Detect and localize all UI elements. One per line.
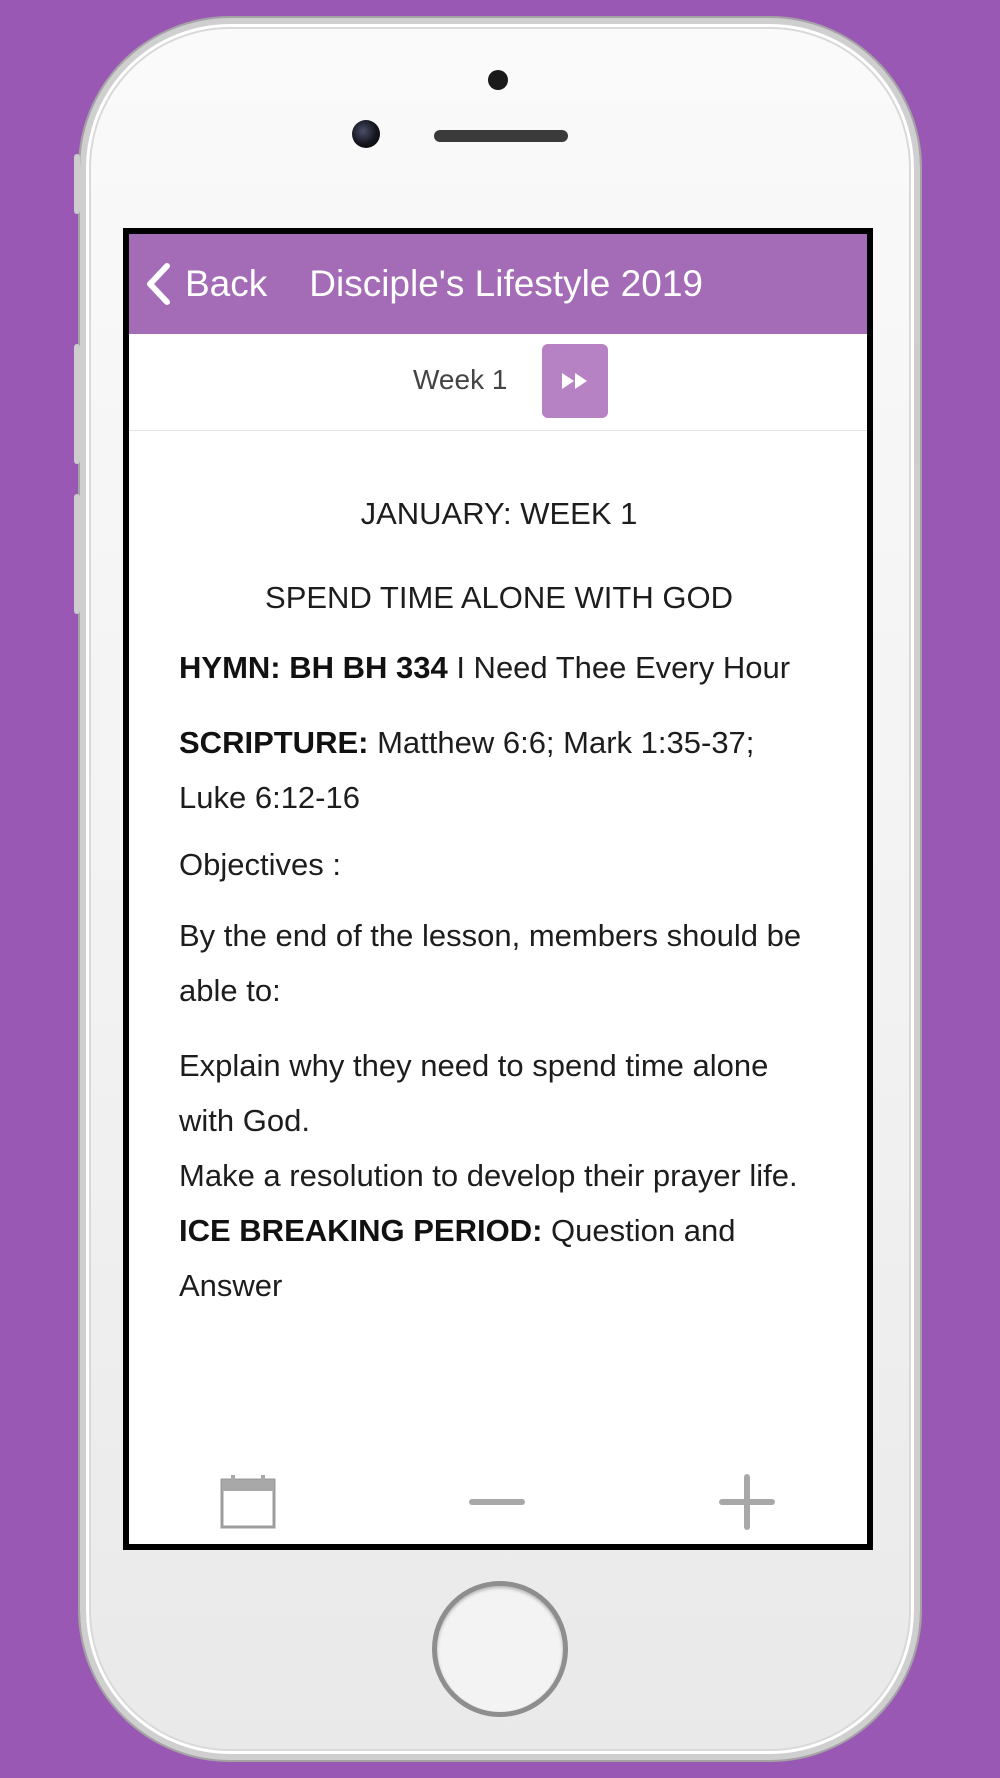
bottom-toolbar (129, 1464, 867, 1550)
ice-breaking-paragraph (179, 1203, 829, 1313)
zoom-out-button[interactable] (469, 1494, 525, 1515)
earpiece-speaker (434, 130, 568, 142)
volume-down-button (74, 494, 80, 614)
lesson-content (179, 430, 829, 1313)
back-button[interactable] (129, 234, 267, 334)
chevron-left-icon (143, 262, 173, 306)
scripture-text: Matthew 6:6; Mark 1:35-37; Luke 6:12-16 (179, 725, 755, 815)
ice-breaking-label: ICE BREAKING PERIOD: (179, 1213, 543, 1248)
calendar-icon (219, 1474, 277, 1530)
week-label: Week 1 (413, 364, 508, 395)
front-camera (352, 120, 380, 148)
objectives-intro: By the end of the lesson, members should be able to: (179, 918, 802, 1008)
zoom-in-button[interactable] (719, 1474, 775, 1535)
power-button (914, 344, 920, 464)
header-bar (129, 234, 867, 334)
scripture-paragraph (179, 715, 829, 825)
objective-item: Explain why they need to spend time alone with God. (179, 1048, 769, 1138)
lesson-heading: JANUARY: WEEK 1 (360, 496, 638, 531)
next-week-button[interactable] (542, 344, 608, 418)
back-label[interactable]: Back (185, 263, 268, 304)
app-screen (123, 228, 873, 1550)
ice-breaking-text: Question and Answer (179, 1213, 736, 1303)
mute-switch (74, 154, 80, 214)
objectives-list (179, 1038, 829, 1313)
week-navigation (129, 334, 867, 431)
hymn-label: HYMN: BH BH 334 (179, 650, 448, 685)
objective-item: Make a resolution to develop their prayer life. (179, 1158, 798, 1193)
volume-up-button (74, 344, 80, 464)
home-button[interactable] (432, 1581, 568, 1717)
lesson-subheading: SPEND TIME ALONE WITH GOD (265, 580, 733, 615)
hymn-text: I Need Thee Every Hour (447, 650, 791, 685)
objectives-label: Objectives : (179, 847, 341, 882)
fast-forward-icon (559, 371, 591, 391)
proximity-sensor (488, 70, 508, 90)
page-title: Disciple's Lifestyle 2019 (309, 263, 703, 304)
minus-icon (469, 1494, 525, 1510)
calendar-button[interactable] (219, 1474, 277, 1535)
scripture-label: SCRIPTURE: (179, 725, 369, 760)
hymn-paragraph (179, 640, 829, 695)
plus-icon (719, 1474, 775, 1530)
